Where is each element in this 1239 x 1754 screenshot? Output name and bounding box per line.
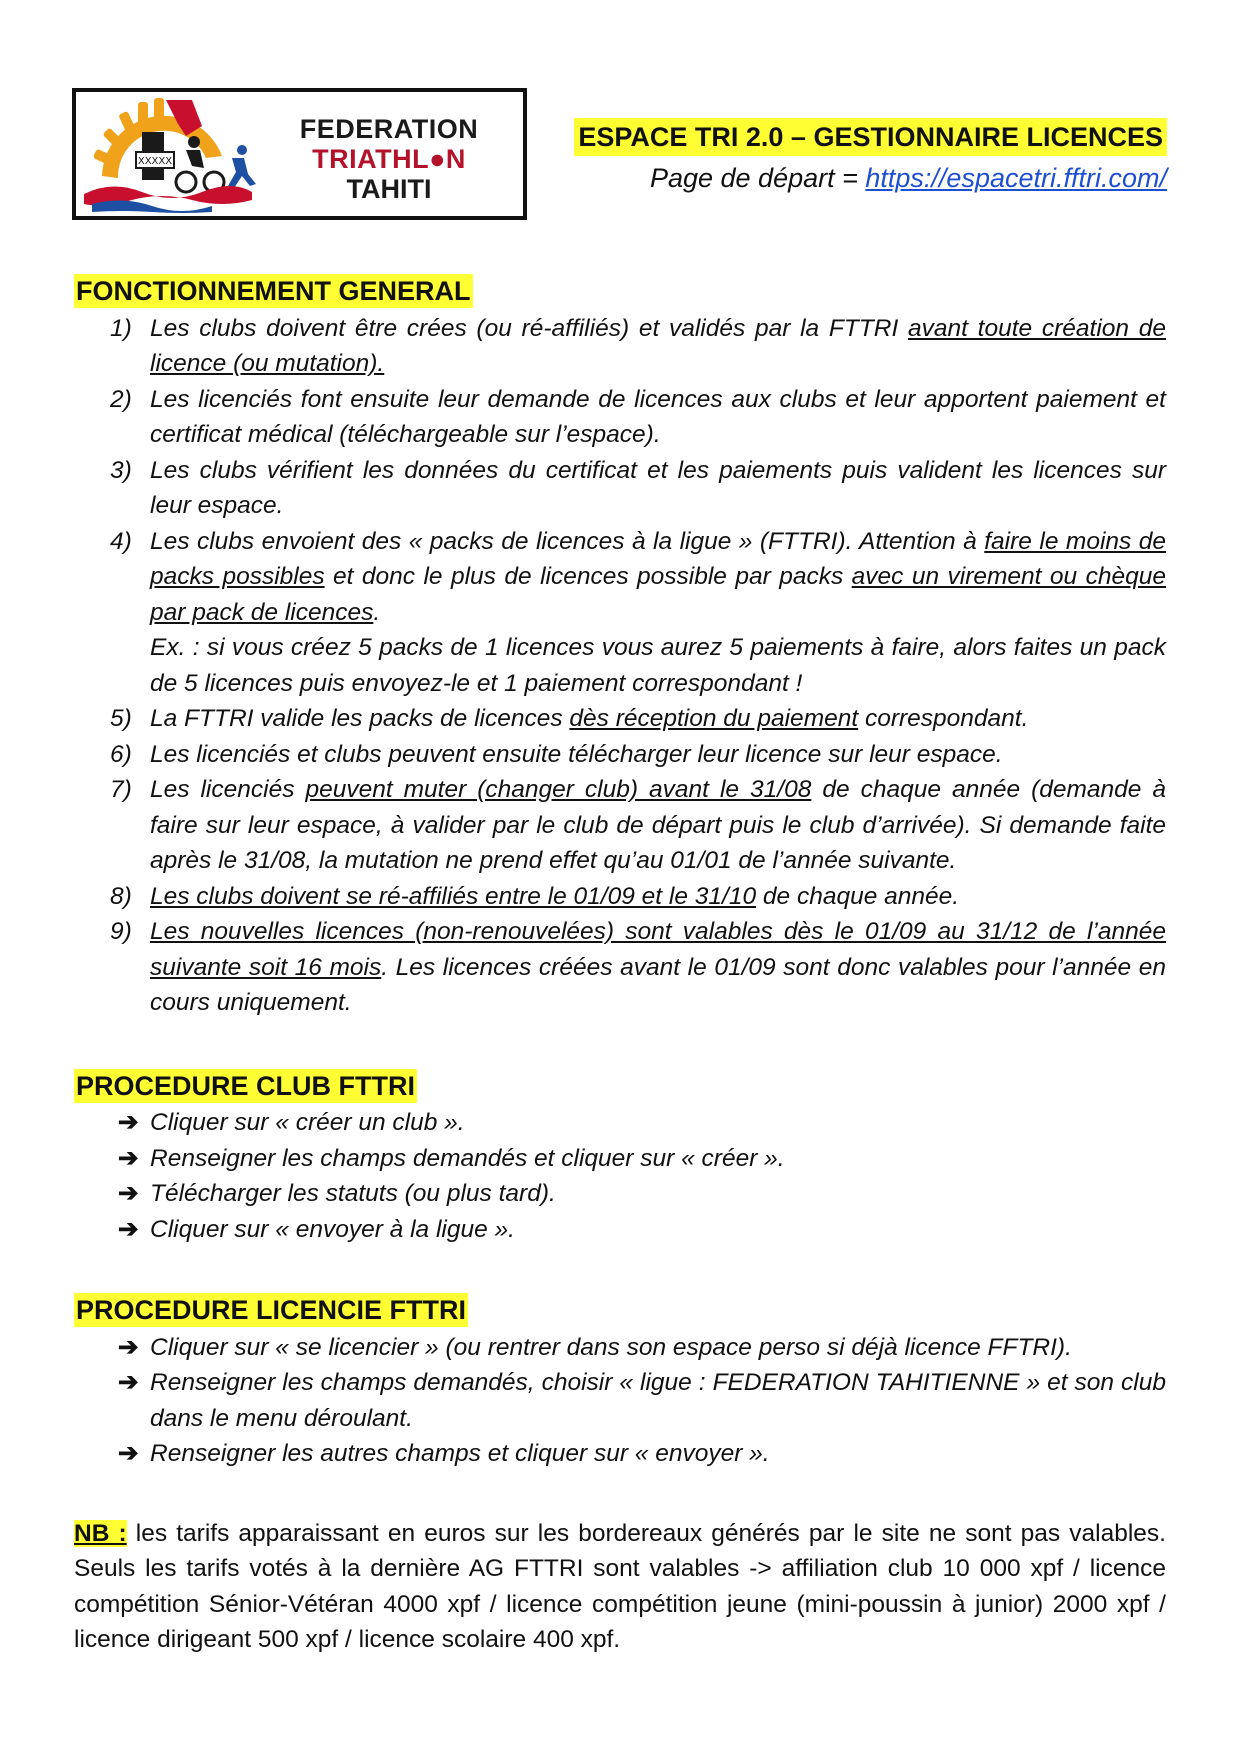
list-item: ➔ Renseigner les autres champs et cliquer sur « envoyer ».: [74, 1436, 1166, 1472]
logo-wordmark: [264, 114, 514, 204]
start-page-label: Page de départ =: [649, 163, 866, 193]
logo-line-triathlon: TRIATHL●N: [312, 144, 466, 174]
list-item: ➔ Télécharger les statuts (ou plus tard).: [74, 1176, 1166, 1212]
start-page-line: [574, 158, 1167, 198]
list-item: 3) Les clubs vérifient les données du certificat et les paiements puis valident les licences sur leur espace.: [110, 456, 1166, 519]
example-note: Ex. : si vous créez 5 packs de 1 licences vous aurez 5 paiements à faire, alors faites un pack de 5 licences puis envoyez-le et 1 paiement correspondant !: [150, 634, 1166, 697]
arrow-right-icon: ➔: [118, 1333, 139, 1361]
document-body: [74, 274, 1166, 1658]
arrow-right-icon: ➔: [118, 1215, 139, 1243]
list-item: 1) Les clubs doivent être crées (ou ré-affiliés) et validés par la FTTRI avant toute création de licence (ou mutation).: [110, 314, 1166, 377]
logo-line-federation: FEDERATION: [299, 114, 479, 144]
section-title-procedure-club: PROCEDURE CLUB FTTRI: [76, 1070, 415, 1101]
federation-logo: [72, 88, 527, 220]
list-item: 8) Les clubs doivent se ré-affiliés entre le 01/09 et le 31/10 de chaque année.: [110, 882, 960, 910]
general-list: [74, 311, 1166, 1021]
licencie-procedure-list: [74, 1330, 1166, 1472]
list-item: ➔ Cliquer sur « envoyer à la ligue ».: [74, 1212, 1166, 1248]
list-item: ➔ Renseigner les champs demandés et cliquer sur « créer ».: [74, 1141, 1166, 1177]
section-title-fonctionnement: FONCTIONNEMENT GENERAL: [76, 276, 471, 306]
arrow-right-icon: ➔: [118, 1144, 139, 1172]
document-header: [574, 118, 1167, 198]
list-item: ➔ Cliquer sur « se licencier » (ou rentrer dans son espace perso si déjà licence FFTRI).: [74, 1330, 1166, 1366]
list-item: ➔ Cliquer sur « créer un club ».: [74, 1105, 1166, 1141]
list-item: 6) Les licenciés et clubs peuvent ensuite télécharger leur licence sur leur espace.: [110, 740, 1003, 768]
document-title: ESPACE TRI 2.0 – GESTIONNAIRE LICENCES: [574, 118, 1167, 156]
nb-text: les tarifs apparaissant en euros sur les bordereaux générés par le site ne sont pas valables. Seuls les tarifs votés à la dernière AG FTTRI sont valables -> affiliation club 10 000 xpf / licence compétition Sénior-Vétéran 4000 xpf / licence compétition jeune (mini-poussin à junior) 2000 xpf / licence dirigeant 500 xpf / licence scolaire 400 xpf.: [74, 1519, 1166, 1653]
arrow-right-icon: ➔: [118, 1109, 139, 1136]
list-item: 5) La FTTRI valide les packs de licences dès réception du paiement correspondant.: [110, 705, 1029, 732]
espacetri-link[interactable]: https://espacetri.fftri.com/: [865, 163, 1167, 193]
nb-note: [74, 1516, 1166, 1658]
club-procedure-list: [74, 1105, 1166, 1247]
arrow-right-icon: ➔: [118, 1440, 139, 1467]
list-item: 4) Les clubs envoient des « packs de licences à la ligue » (FTTRI). Attention à faire le moins de packs possibles et donc le plus de licences possible par packs avec un virement ou chèque par pack de licences. Ex. : si vous créez 5 packs de 1 licences vous aurez 5 paiements à faire, alors faites un pack de 5 licences puis envoyez-le et 1 paiement correspondant !: [74, 524, 1166, 702]
list-item: 2) Les licenciés font ensuite leur demande de licences aux clubs et leur apportent paiement et certificat médical (téléchargeable sur l’espace).: [110, 385, 1166, 448]
section-title-procedure-licencie: PROCEDURE LICENCIE FTTRI: [76, 1295, 467, 1325]
logo-line-tahiti: TAHITI: [346, 174, 432, 204]
arrow-right-icon: ➔: [118, 1180, 139, 1207]
list-item: 7) Les licenciés peuvent muter (changer club) avant le 31/08 de chaque année (demande à faire sur leur espace, à valider par le club de départ puis le club d’arrivée). Si demande faite après le 31/08, la mutation ne prend effet qu’au 01/01 de l’année suivante.: [110, 776, 1167, 874]
list-item: ➔ Renseigner les champs demandés, choisir « ligue : FEDERATION TAHITIENNE » et son club dans le menu déroulant.: [74, 1365, 1166, 1436]
triathlon-emblem-icon: [82, 96, 257, 214]
emblem-text: XXXXX: [137, 156, 173, 167]
list-item: 9) Les nouvelles licences (non-renouvelées) sont valables dès le 01/09 au 31/12 de l’année suivante soit 16 mois. Les licences créées avant le 01/09 sont donc valables pour l’année en cours uniquement.: [110, 918, 1167, 1016]
nb-label: NB :: [74, 1519, 127, 1547]
arrow-right-icon: ➔: [118, 1369, 139, 1396]
